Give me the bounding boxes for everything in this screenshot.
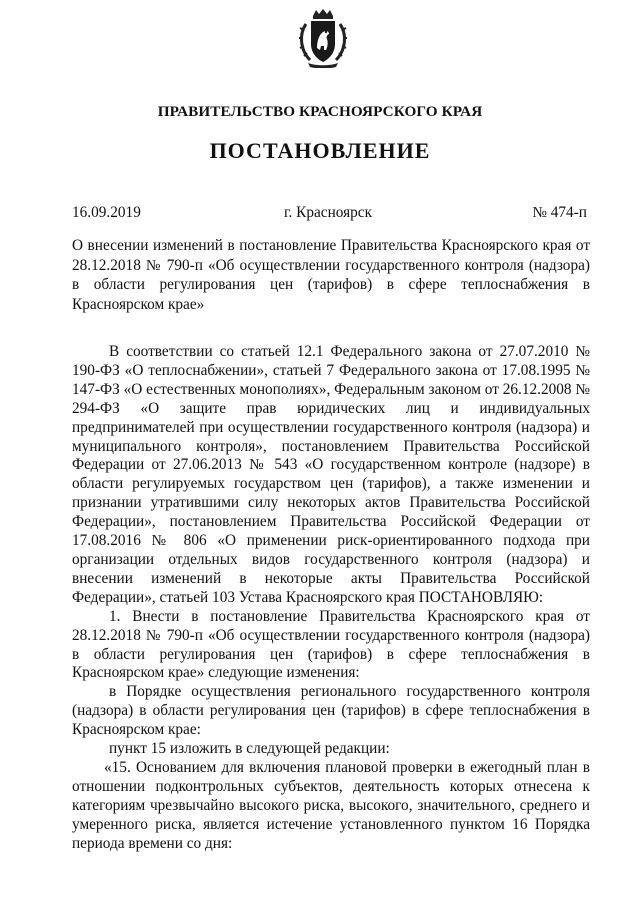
body-paragraph-item-1: 1. Внести в постановление Правительства Красноярского края от 28.12.2018 № 790-п «Об осуществлении государственного контроля (надзора) в области регулирования цен (тарифов) в сфере теплоснабжения в Красноярском крае» следующие изменения: [72, 607, 590, 682]
document-type-title: ПОСТАНОВЛЕНИЕ [209, 138, 431, 163]
body-paragraph-order: в Порядке осуществления регионального государственного контроля (надзора) в области регулирования цен (тарифов) в сфере теплоснабжения в Красноярском крае: [72, 683, 590, 739]
body-paragraph-instruction: пункт 15 изложить в следующей редакции: [109, 740, 390, 758]
document-date: 16.09.2019 [72, 204, 141, 221]
document-subject: О внесении изменений в постановление Правительства Красноярского края от 28.12.2018 № 790-п «Об осуществлении государственного контроля (надзора) в области регулирования цен (тарифов) в сфере теплоснабжения в Красноярском крае» [72, 237, 590, 313]
document-body [72, 343, 590, 853]
document-number: № 474-п [532, 204, 587, 221]
coat-of-arms-icon [296, 8, 350, 68]
document-city: г. Красноярск [283, 204, 373, 221]
body-paragraph-preamble: В соответствии со статьей 12.1 Федерального закона от 27.07.2010 № 190-ФЗ «О теплоснабжении», статьей 7 Федерального закона от 17.08.1995 № 147-ФЗ «О естественных монополиях», Федеральным законом от 26.12.2008 № 294-ФЗ «О защите прав юридических лиц и индивидуальных предпринимателей при осуществлении государственного контроля (надзора) и муниципального контроля», постановлением Правительства Российской Федерации от 27.06.2013 № 543 «О государственном контроле (надзоре) в области регулируемых государством цен (тарифов), а также изменении и признании утратившими силу некоторых актов Правительства Российской Федерации», постановлением Правительства Российской Федерации от 17.08.2016 № 806 «О применении риск-ориентированного подхода при организации отдельных видов государственного контроля (надзора) и внесении изменений в некоторые акты Правительства Российской Федерации», статьей 103 Устава Красноярского края ПОСТАНОВЛЯЮ: [72, 343, 590, 606]
body-paragraph-quote: «15. Основанием для включения плановой проверки в ежегодный план в отношении подконтрольных субъектов, деятельность которых отнесена к категориям чрезвычайно высокого риска, высокого, значительного, среднего и умеренного риска, является истечение установленного пунктом 16 Порядка периода времени со дня: [72, 758, 590, 852]
government-name: ПРАВИТЕЛЬСТВО КРАСНОЯРСКОГО КРАЯ [157, 103, 483, 120]
